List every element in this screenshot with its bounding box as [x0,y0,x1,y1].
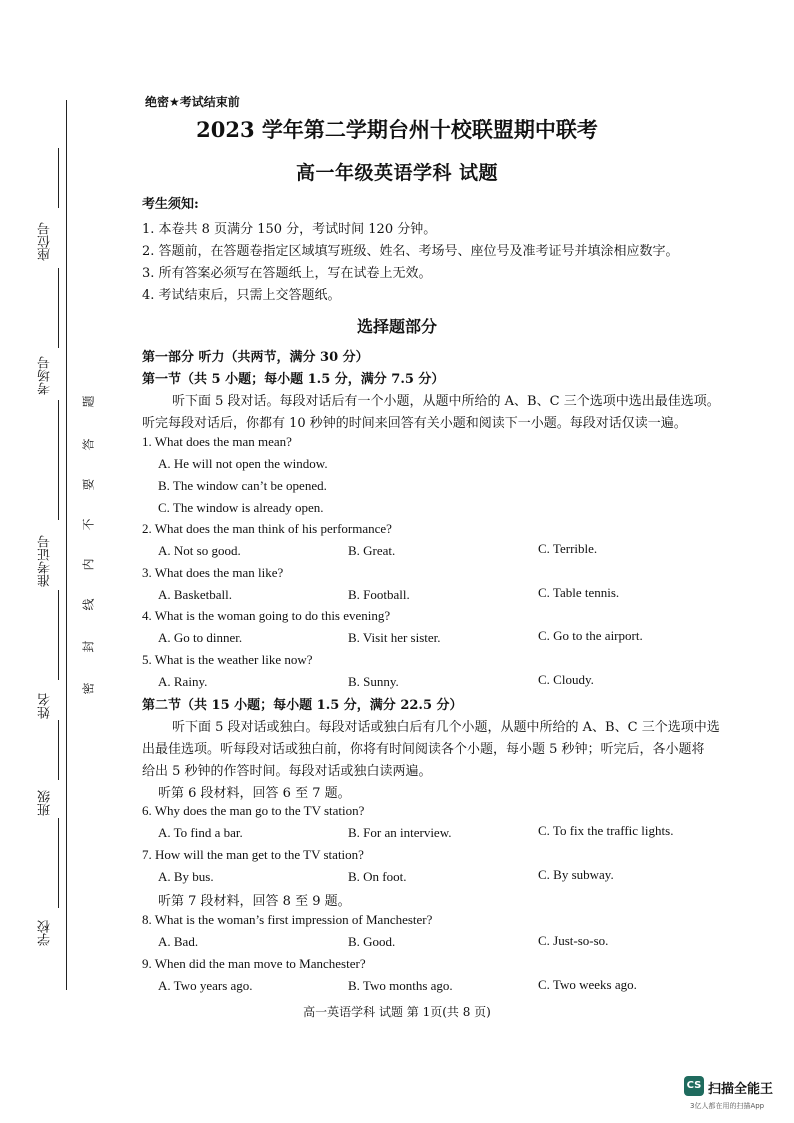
option-a: A. Not so good. [158,543,241,558]
name-blank [58,720,59,780]
subsection-2-instructions: 听下面 5 段对话或独白。每段对话或独白后有几个小题，从题中所给的 A、B、C 三个选项中选 [172,720,720,735]
scanner-logo-icon: CS [684,1076,704,1096]
material-note: 听第 6 段材料，回答 6 至 7 题。 [158,786,351,801]
subsection-1-instructions: 听下面 5 段对话。每段对话后有一个小题，从题中所给的 A、B、C 三个选项中选出最佳选项。 [172,394,720,409]
option-c: C. Just-so-so. [538,933,609,948]
confidential-mark: 绝密★考试结束前 [145,95,240,109]
question-stem: 2. What does the man think of his performance? [142,521,392,536]
option-a: A. Two years ago. [158,978,253,993]
subsection-2-heading: 第二节（共 15 小题；每小题 1.5 分，满分 22.5 分） [142,698,463,713]
page-footer: 高一英语学科 试题 第 1页(共 8 页) [303,1005,491,1019]
option-b: B. Sunny. [348,674,399,689]
seal-char: 内 [81,558,96,571]
exam-room-blank [58,400,59,520]
option-a: A. Basketball. [158,587,233,602]
option-b: B. Great. [348,543,396,558]
question-stem: 7. How will the man get to the TV station? [142,847,364,862]
seal-char: 要 [81,478,96,491]
option-a: A. Rainy. [158,674,208,689]
notice-item: 2. 答题前，在答题卷指定区域填写班级、姓名、考场号、座位号及准考证号并填涂相应数字。 [142,244,679,259]
question-stem: 1. What does the man mean? [142,434,292,449]
option-a: A. Bad. [158,934,199,949]
class-label: 班级 [38,790,53,816]
exam-subtitle: 高一年级英语学科 试题 [295,162,499,184]
option-b: B. Football. [348,587,410,602]
option-c: C. The window is already open. [158,500,324,515]
subsection-2-instructions: 给出 5 秒钟的作答时间。每段对话或独白读两遍。 [142,764,432,779]
seal-char: 封 [81,640,96,653]
option-b: B. Two months ago. [348,978,453,993]
notice-item: 4. 考试结束后，只需上交答题纸。 [142,288,341,303]
option-c: C. Terrible. [538,541,598,556]
option-c: C. Cloudy. [538,672,594,687]
question-stem: 9. When did the man move to Manchester? [142,956,366,971]
option-a: A. To find a bar. [158,825,243,840]
seal-char: 不 [81,518,96,531]
question-stem: 8. What is the woman’s first impression of Manchester? [142,912,433,927]
exam-id-blank [58,590,59,680]
question-stem: 6. Why does the man go to the TV station? [142,803,365,818]
option-c: C. By subway. [538,867,614,882]
option-c: C. Go to the airport. [538,628,643,643]
option-b: B. The window can’t be opened. [158,478,327,493]
scanner-brand-name: 扫描全能王 [708,1082,774,1097]
binding-line-outer [66,100,67,990]
question-stem: 3. What does the man like? [142,565,284,580]
option-b: B. On foot. [348,869,407,884]
seat-label: 座位号 [38,222,53,261]
option-c: C. Two weeks ago. [538,977,637,992]
scanner-tagline: 3亿人都在用的扫描App [690,1102,765,1110]
school-label: 学校 [38,920,53,946]
section-heading: 第一部分 听力（共两节，满分 30 分） [142,350,369,365]
option-a: A. Go to dinner. [158,630,243,645]
exam-room-label: 考场号 [38,356,53,395]
seal-char: 线 [81,598,96,611]
exam-id-label: 准考证号 [38,535,53,587]
class-blank [58,818,59,908]
notice-heading: 考生须知: [142,197,199,212]
part-title: 选择题部分 [356,317,437,336]
option-c: C. Table tennis. [538,585,620,600]
material-note: 听第 7 段材料，回答 8 至 9 题。 [158,894,351,909]
seal-char: 题 [81,395,96,408]
option-b: B. Good. [348,934,396,949]
question-stem: 5. What is the weather like now? [142,652,313,667]
option-b: B. Visit her sister. [348,630,441,645]
notice-item: 3. 所有答案必须写在答题纸上，写在试卷上无效。 [142,266,432,281]
notice-item: 1. 本卷共 8 页满分 150 分，考试时间 120 分钟。 [142,222,437,237]
seal-char: 答 [81,438,96,451]
option-a: A. By bus. [158,869,214,884]
option-c: C. To fix the traffic lights. [538,823,674,838]
exam-title: 2023 学年第二学期台州十校联盟期中联考 [196,117,598,142]
name-label: 姓名 [38,693,53,719]
subsection-1-heading: 第一节（共 5 小题；每小题 1.5 分，满分 7.5 分） [142,372,445,387]
question-stem: 4. What is the woman going to do this evening? [142,608,391,623]
subsection-2-instructions: 出最佳选项。听每段对话或独白前，你将有时间阅读各个小题，每小题 5 秒钟；听完后，各小题将 [142,742,705,757]
seal-char: 密 [81,682,96,695]
subsection-1-instructions: 听完每段对话后，你都有 10 秒钟的时间来回答有关小题和阅读下一小题。每段对话仅读一遍。 [142,416,687,431]
option-a: A. He will not open the window. [158,456,328,471]
option-b: B. For an interview. [348,825,452,840]
